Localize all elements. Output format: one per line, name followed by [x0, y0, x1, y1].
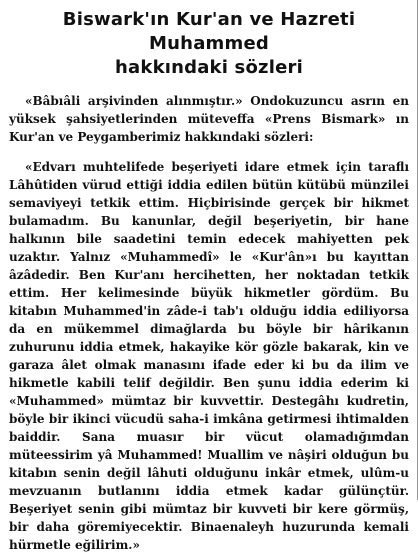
title-line-2: hakkındaki sözleri [115, 57, 303, 78]
article-title [9, 8, 409, 80]
title-line-1: Biswark'ın Kur'an ve Hazreti Muhammed [62, 9, 356, 54]
quote-paragraph: «Edvarı muhtelifede beşeriyeti idare etmek için taraflı Lâhûtiden vürud ettiği iddia edilen bütün kütübü münzilei semaviyeyi tetkik ettim. Hiçbirisinde gerçek bir hikmet bulamadım. Bu kanunlar, değil beşeriyetin, bir hane halkının bile saadetini temin edecek mahiyetten pek uzaktır. Yalnız «Muhammedî» le «Kur'ân»ı bu kayıttan âzâdedir. Ben Kur'anı hercihetten, her noktadan tetkik ettim. Her kelimesinde büyük hikmetler gördüm. Bu kitabın Muhammed'in zâde-i tab'ı olduğu iddia ediliyorsa da en mükemmel dimağlarda bu böyle bir hârikanın zuhurunu iddia etmek, hakayike kör gözle bakarak, kin ve garaza âlet olmak manasını ifade eder ki bu da ilim ve hikmetle kabili telif değildir. Ben şunu iddia ederim ki «Muhammed» mümtaz bir kuvvettir. Destegâhı kudretin, böyle bir ikinci vücudü saha-i imkâna getirmesi ihtimalden baiddir. Sana muasır bir vücut olamadığımdan müteessirim yâ Muhammed! Muallim ve nâşiri olduğun bu kitabın senin değil lâhuti olduğunu inkâr etmek, ulûm-u mevzuanın butlanını iddia etmek kadar gülünçtür. Beşeriyet senin gibi mümtaz bir kuvveti bir kere görmüş, bir daha göremiyecektir. Binaenaleyh huzurunda kemali hürmetle eğilirim.» [9, 160, 409, 552]
intro-paragraph: «Bâbıâli arşivinden alınmıştır.» Ondokuzuncu asrın en yüksek şahsiyetlerinden müteveffa «Prens Bismark» ın Kur'an ve Peygamberimiz hakkındaki sözleri: [9, 94, 409, 144]
